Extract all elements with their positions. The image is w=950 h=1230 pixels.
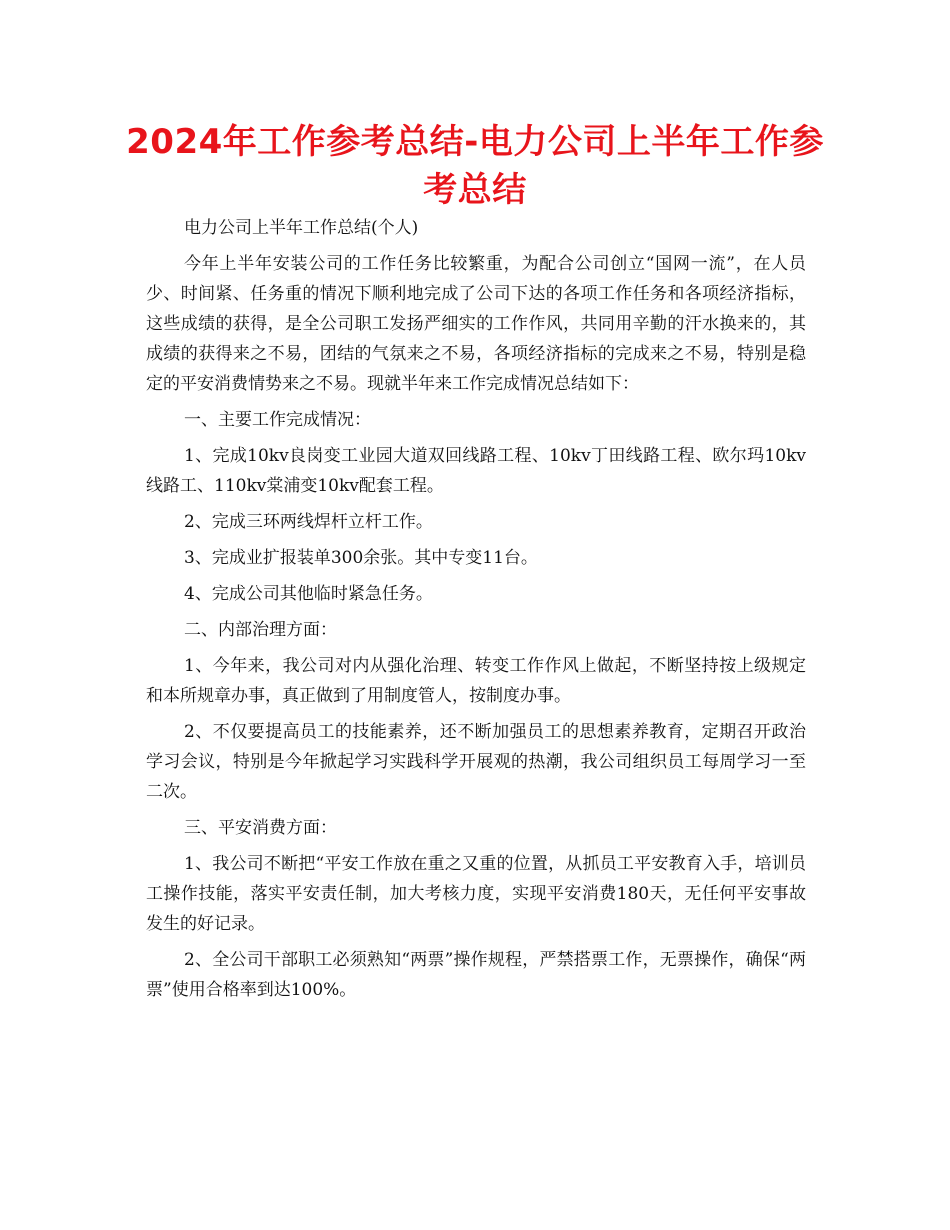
document-title: 2024年工作参考总结-电力公司上半年工作参考总结 [126,122,824,210]
list-item-work-4: 4、完成公司其他临时紧急任务。 [184,584,433,604]
list-item-work-2: 2、完成三环两线焊杆立杆工作。 [184,512,433,532]
list-item-governance-1: 1、今年来，我公司对内从强化治理、转变工作作风上做起，不断坚持按上级规定和本所规章办事，真正做到了用制度管人，按制度办事。 [146,656,806,706]
section-heading-main-work: 一、主要工作完成情况： [184,410,371,430]
subtitle-paragraph: 电力公司上半年工作总结(个人) [184,218,419,238]
section-heading-safety: 三、平安消费方面： [184,818,337,838]
intro-paragraph: 今年上半年安装公司的工作任务比较繁重，为配合公司创立“国网一流”，在人员少、时间紧、任务重的情况下顺利地完成了公司下达的各项工作任务和各项经济指标，这些成绩的获得，是全公司职工发扬严细实的工作作风，共同用辛勤的汗水换来的，其成绩的获得来之不易，团结的气氛来之不易，各项经济指标的完成来之不易，特别是稳定的平安消费情势来之不易。现就半年来工作完成情况总结如下： [146,254,806,394]
list-item-safety-2: 2、全公司干部职工必须熟知“两票”操作规程，严禁搭票工作，无票操作，确保“两票”使用合格率到达100%。 [146,950,806,1000]
list-item-work-1: 1、完成10kv良岗变工业园大道双回线路工程、10kv丁田线路工程、欧尔玛10kv线路工、110kv棠浦变10kv配套工程。 [146,446,806,496]
section-heading-internal-governance: 二、内部治理方面： [184,620,337,640]
list-item-governance-2: 2、不仅要提高员工的技能素养，还不断加强员工的思想素养教育，定期召开政治学习会议，特别是今年掀起学习实践科学开展观的热潮，我公司组织员工每周学习一至二次。 [146,722,806,802]
document-body [146,213,806,1011]
list-item-safety-1: 1、我公司不断把“平安工作放在重之又重的位置，从抓员工平安教育入手，培训员工操作技能，落实平安责任制，加大考核力度，实现平安消费180天，无任何平安事故发生的好记录。 [146,854,806,934]
list-item-work-3: 3、完成业扩报装单300余张。其中专变11台。 [184,548,538,568]
